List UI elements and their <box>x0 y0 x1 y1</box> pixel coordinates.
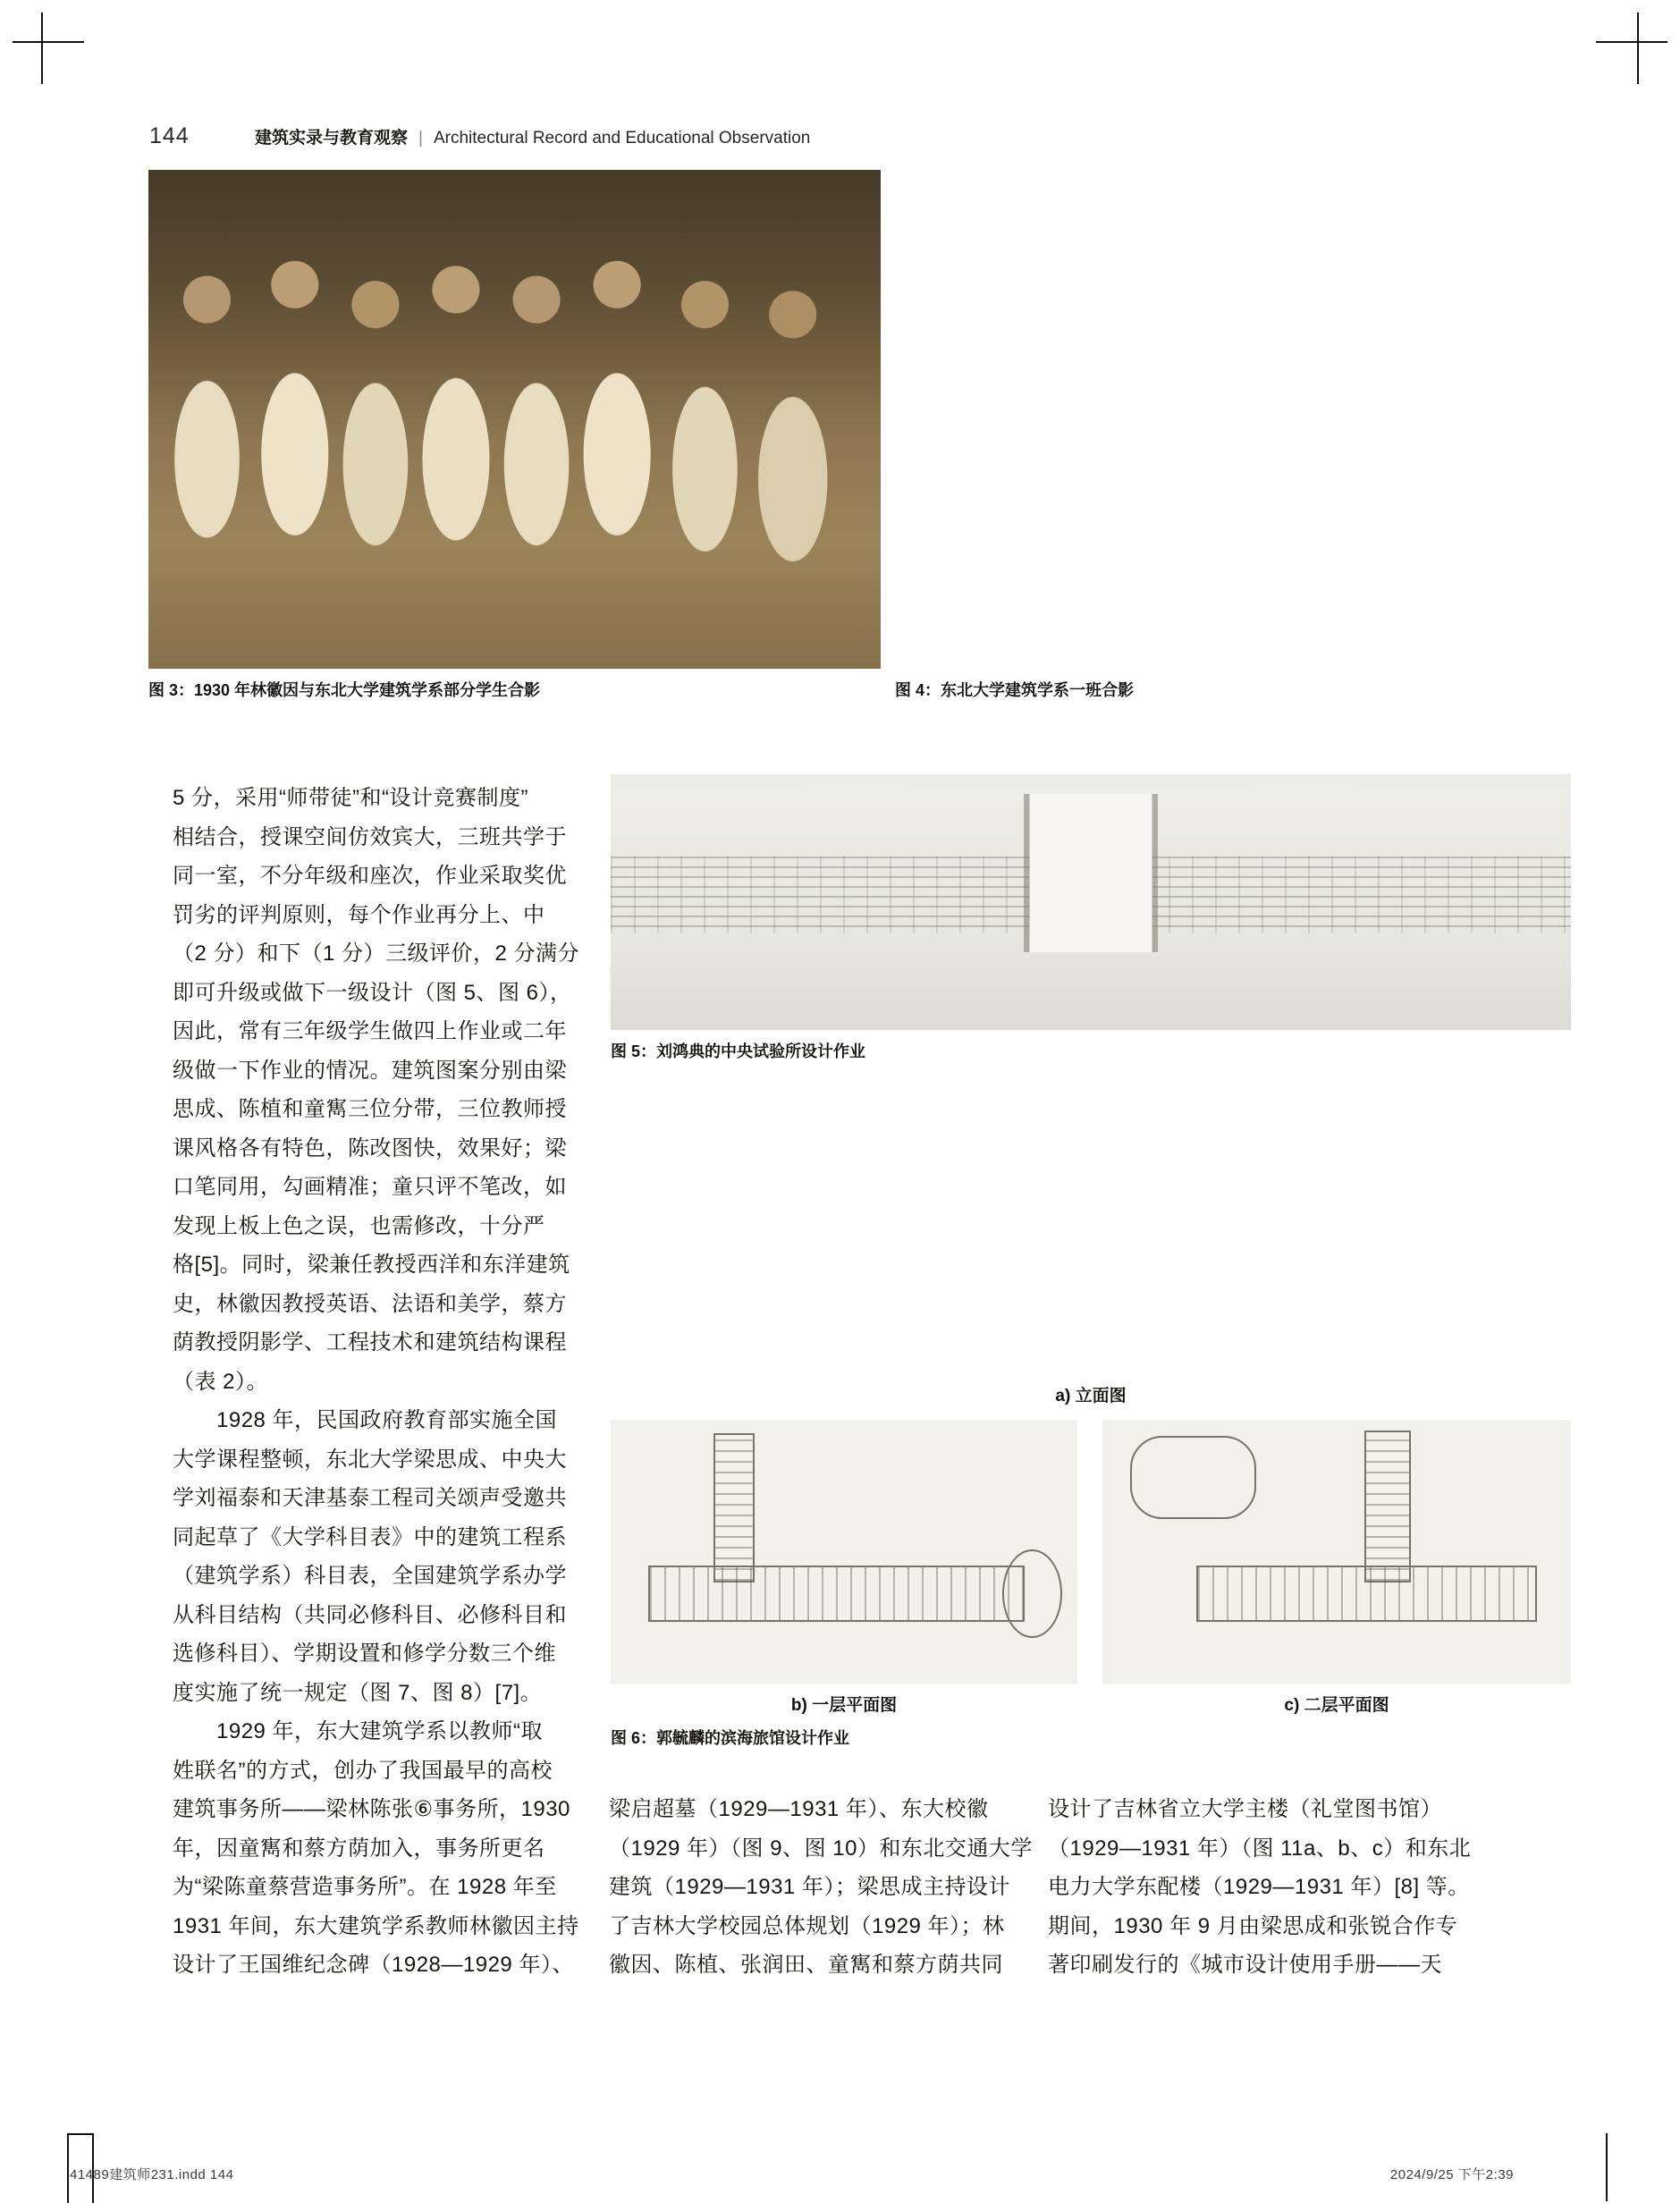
text-line: 相结合，授课空间仿效宾大，三班共学于 <box>173 824 567 849</box>
caption-fig6-sub-c: c) 二层平面图 <box>1284 1696 1389 1715</box>
text-line: （2 分）和下（1 分）三级评价，2 分满分 <box>173 941 580 966</box>
plan-bar-shape <box>648 1566 1026 1622</box>
text-line: 著印刷发行的《城市设计使用手册——天 <box>1048 1953 1442 1977</box>
photo-fig3-group-portrait <box>148 170 881 669</box>
text-line: 罚劣的评判原则，每个作业再分上、中 <box>173 902 545 927</box>
text-line: 即可升级或做下一级设计（图 5、图 6）， <box>173 980 572 1005</box>
drawing-fig6-elevation <box>611 1093 1571 1375</box>
text-line: （表 2）。 <box>173 1369 269 1394</box>
text-line: 建筑（1929—1931 年）；梁思成主持设计 <box>609 1875 1010 1899</box>
text-line: 电力大学东配楼（1929—1931 年）[8] 等。 <box>1048 1875 1470 1899</box>
text-line: 同起草了《大学科目表》中的建筑工程系 <box>173 1524 567 1549</box>
text-line: 思成、陈植和童寯三位分带，三位教师授 <box>173 1097 567 1121</box>
drawing-fig6-plan-first-floor <box>611 1420 1077 1684</box>
text-line: 课风格各有特色，陈改图快，效果好；梁 <box>173 1135 567 1161</box>
page-header <box>149 123 810 149</box>
crop-mark-top-right-h <box>1596 41 1667 43</box>
text-line: 发现上板上色之误，也需修改，十分严 <box>173 1213 545 1238</box>
text-line: 1929 年，东大建筑学系以教师“取 <box>173 1719 544 1743</box>
text-line: （1929 年）（图 9、图 10）和东北交通大学 <box>609 1836 1033 1861</box>
text-line: 1928 年，民国政府教育部实施全国 <box>173 1408 558 1432</box>
text-line: 因此，常有三年级学生做四上作业或二年 <box>173 1019 567 1043</box>
journal-title-en: Architectural Record and Educational Observation <box>433 129 811 148</box>
text-line: （建筑学系）科目表，全国建筑学系办学 <box>173 1564 567 1588</box>
text-line: 荫教授阴影学、工程技术和建筑结构课程 <box>173 1330 567 1355</box>
text-line: 学刘福泰和天津基泰工程司关颂声受邀共 <box>173 1486 567 1510</box>
plan-wing-shape <box>1364 1431 1410 1583</box>
text-line: 5 分，采用“师带徒”和“设计竞赛制度” <box>173 786 528 810</box>
drawing-fig6-plan-second-floor <box>1102 1420 1571 1684</box>
plan-wing-shape <box>713 1433 755 1583</box>
text-line: 设计了吉林省立大学主楼（礼堂图书馆） <box>1048 1797 1442 1821</box>
text-line: 期间，1930 年 9 月由梁思成和张锐合作专 <box>1048 1913 1458 1938</box>
article-column-left <box>173 779 580 1985</box>
text-line: 度实施了统一规定（图 7、图 8）[7]。 <box>173 1680 543 1705</box>
text-line: 同一室，不分年级和座次，作业采取奖优 <box>173 864 567 888</box>
journal-title-zh: 建筑实录与教育观察 <box>255 129 409 148</box>
text-line: 从科目结构（共同必修科目、必修科目和 <box>173 1602 567 1627</box>
caption-fig4: 图 4：东北大学建筑学系一班合影 <box>895 681 1135 699</box>
plan-oval-shape <box>1002 1549 1062 1638</box>
text-line: 徽因、陈植、张润田、童寯和蔡方荫共同 <box>609 1953 1003 1977</box>
drawing-fig5-central-institute <box>611 774 1571 1030</box>
text-line: 建筑事务所——梁林陈张⑥事务所，1930 <box>173 1797 570 1821</box>
text-line: 史，林徽因教授英语、法语和美学，蔡方 <box>173 1291 567 1316</box>
footer-file-info: 41489建筑师231.indd 144 <box>70 2167 234 2182</box>
text-line: （1929—1931 年）（图 11a、b、c）和东北 <box>1048 1836 1472 1861</box>
text-line: 梁启超墓（1929—1931 年）、东大校徽 <box>609 1797 989 1821</box>
article-column-right <box>1048 1790 1472 1985</box>
text-line: 选修科目）、学期设置和修学分数三个维 <box>173 1642 556 1666</box>
text-line: 1931 年间，东大建筑学系教师林徽因主持 <box>173 1913 579 1938</box>
article-column-middle <box>609 1790 1033 1985</box>
plan-loop-shape <box>1130 1436 1255 1519</box>
caption-fig3: 图 3：1930 年林徽因与东北大学建筑学系部分学生合影 <box>148 681 541 699</box>
text-line: 姓联名”的方式，创办了我国最早的高校 <box>173 1758 553 1783</box>
caption-fig6: 图 6：郭毓麟的滨海旅馆设计作业 <box>611 1729 850 1747</box>
text-line: 了吉林大学校园总体规划（1929 年）；林 <box>609 1913 1005 1938</box>
text-line: 口笔同用，勾画精准；童只评不笔改，如 <box>173 1175 567 1199</box>
header-separator: | <box>418 129 423 148</box>
caption-fig6-sub-b: b) 一层平面图 <box>790 1696 898 1715</box>
caption-fig5: 图 5：刘鸿典的中央试验所设计作业 <box>611 1042 866 1060</box>
caption-fig6-sub-a: a) 立面图 <box>1055 1387 1127 1405</box>
photo-fig4-class-portrait <box>897 170 1571 669</box>
crop-mark-bottom-right-v <box>1606 2133 1608 2201</box>
crop-mark-top-left-v <box>41 13 43 84</box>
crop-mark-top-left-h <box>13 41 84 43</box>
text-line: 为“梁陈童蔡营造事务所”。在 1928 年至 <box>173 1875 557 1899</box>
text-line: 级做一下作业的情况。建筑图案分别由梁 <box>173 1058 567 1083</box>
crop-mark-top-right-v <box>1637 13 1639 84</box>
footer-timestamp: 2024/9/25 下午2:39 <box>1389 2167 1514 2182</box>
page-number: 144 <box>149 123 190 148</box>
text-line: 大学课程整顿，东北大学梁思成、中央大 <box>173 1447 567 1472</box>
text-line: 设计了王国维纪念碑（1928—1929 年）、 <box>173 1953 574 1977</box>
text-line: 年，因童寯和蔡方荫加入，事务所更名 <box>173 1836 545 1861</box>
text-line: 格[5]。同时，梁兼任教授西洋和东洋建筑 <box>173 1253 570 1277</box>
plan-bar-shape <box>1196 1566 1537 1622</box>
